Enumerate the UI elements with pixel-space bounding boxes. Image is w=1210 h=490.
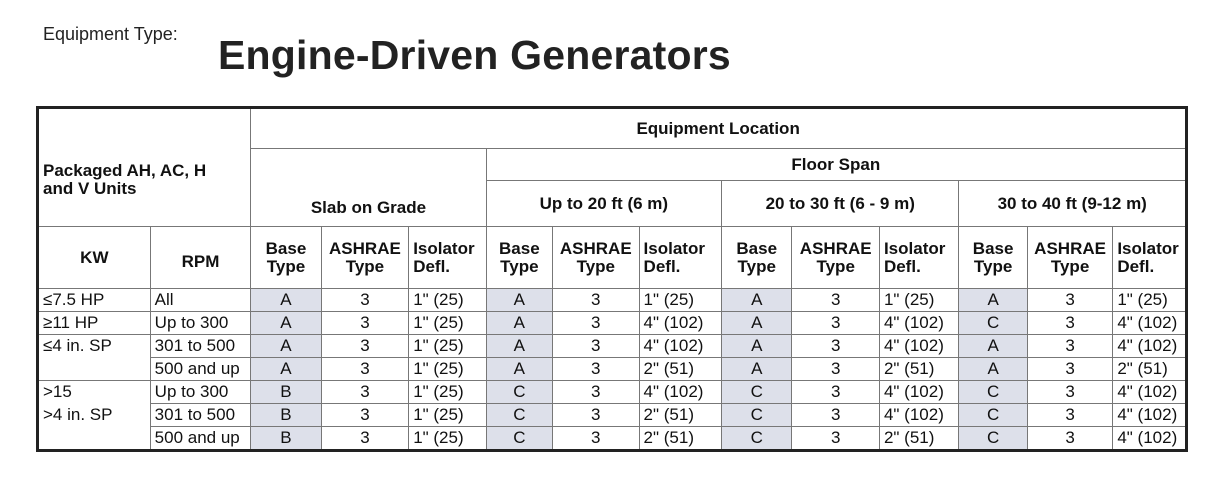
rpm-cell: 500 and up xyxy=(150,427,251,451)
base-type-cell: C xyxy=(486,381,552,404)
base-type-cell: C xyxy=(486,427,552,451)
rpm-cell: 500 and up xyxy=(150,358,251,381)
table-row xyxy=(38,427,1187,451)
unit-group-header xyxy=(38,108,251,227)
isolator-defl-cell: 1" (25) xyxy=(1113,289,1187,312)
kw-cell xyxy=(38,358,151,381)
ashrae-type-cell: 3 xyxy=(792,404,880,427)
ashrae-type-cell: 3 xyxy=(553,358,640,381)
ashrae-type-cell: 3 xyxy=(321,289,409,312)
isolator-defl-cell: 4" (102) xyxy=(639,335,721,358)
base-type-cell: C xyxy=(959,312,1027,335)
col-header-base xyxy=(722,227,792,289)
isolation-spec-table xyxy=(36,106,1188,452)
ashrae-type-cell: 3 xyxy=(553,381,640,404)
rpm-column-header: RPM xyxy=(150,227,251,289)
isolator-defl-cell: 4" (102) xyxy=(879,312,958,335)
isolator-defl-cell: 2" (51) xyxy=(639,427,721,451)
col-header-isolator-line2: Defl. xyxy=(413,256,451,276)
base-type-cell: B xyxy=(251,427,321,451)
isolator-defl-cell: 4" (102) xyxy=(1113,335,1187,358)
base-type-cell: A xyxy=(251,312,321,335)
isolator-defl-cell: 4" (102) xyxy=(879,404,958,427)
isolator-defl-cell: 4" (102) xyxy=(879,381,958,404)
isolator-defl-cell: 4" (102) xyxy=(1113,427,1187,451)
col-header-base-line1: Base xyxy=(265,238,307,258)
ashrae-type-cell: 3 xyxy=(321,381,409,404)
col-header-base xyxy=(959,227,1027,289)
isolator-defl-cell: 2" (51) xyxy=(1113,358,1187,381)
isolator-defl-cell: 1" (25) xyxy=(409,427,486,451)
table-row xyxy=(38,289,1187,312)
col-header-base-line1: Base xyxy=(499,238,540,258)
isolator-defl-cell: 1" (25) xyxy=(409,289,486,312)
base-type-cell: C xyxy=(486,404,552,427)
col-header-isolator xyxy=(1113,227,1187,289)
isolator-defl-cell: 4" (102) xyxy=(879,335,958,358)
col-header-isolator-line2: Defl. xyxy=(643,256,681,276)
col-header-isolator-line1: Isolator xyxy=(1117,238,1179,258)
col-header-base-line1: Base xyxy=(972,238,1014,258)
isolator-defl-cell: 1" (25) xyxy=(879,289,958,312)
isolator-defl-cell: 2" (51) xyxy=(879,427,958,451)
isolator-defl-cell: 1" (25) xyxy=(409,381,486,404)
kw-cell: >15 xyxy=(38,381,151,404)
kw-cell: >4 in. SP xyxy=(38,404,151,427)
ashrae-type-cell: 3 xyxy=(321,358,409,381)
col-header-ashrae-line1: ASHRAE xyxy=(799,238,872,258)
isolator-defl-cell: 4" (102) xyxy=(639,312,721,335)
ashrae-type-cell: 3 xyxy=(553,335,640,358)
kw-column-header: KW xyxy=(38,227,151,289)
ashrae-type-cell: 3 xyxy=(1027,289,1113,312)
ashrae-type-cell: 3 xyxy=(1027,404,1113,427)
isolator-defl-cell: 4" (102) xyxy=(639,381,721,404)
col-header-base-line2: Type xyxy=(266,256,306,276)
ashrae-type-cell: 3 xyxy=(1027,358,1113,381)
col-header-ashrae-line1: ASHRAE xyxy=(1034,238,1106,258)
ashrae-type-cell: 3 xyxy=(553,404,640,427)
rpm-cell: 301 to 500 xyxy=(150,335,251,358)
base-type-cell: A xyxy=(722,312,792,335)
base-type-cell: A xyxy=(959,289,1027,312)
group-30-to-40ft: 30 to 40 ft (9-12 m) xyxy=(959,181,1187,227)
col-header-ashrae xyxy=(321,227,409,289)
col-header-ashrae xyxy=(1027,227,1113,289)
kw-cell xyxy=(38,427,151,451)
ashrae-type-cell: 3 xyxy=(553,427,640,451)
ashrae-type-cell: 3 xyxy=(1027,312,1113,335)
rpm-cell: Up to 300 xyxy=(150,381,251,404)
base-type-cell: A xyxy=(722,289,792,312)
table-row xyxy=(38,335,1187,358)
ashrae-type-cell: 3 xyxy=(1027,381,1113,404)
base-type-cell: C xyxy=(722,381,792,404)
col-header-base xyxy=(251,227,321,289)
ashrae-type-cell: 3 xyxy=(321,404,409,427)
base-type-cell: A xyxy=(486,312,552,335)
equipment-type-label: Equipment Type: xyxy=(43,24,178,44)
ashrae-type-cell: 3 xyxy=(1027,335,1113,358)
base-type-cell: C xyxy=(959,404,1027,427)
col-header-ashrae-line1: ASHRAE xyxy=(559,238,632,258)
base-type-cell: A xyxy=(959,335,1027,358)
col-header-isolator-line2: Defl. xyxy=(883,256,921,276)
col-header-base xyxy=(486,227,552,289)
isolator-defl-cell: 4" (102) xyxy=(1113,404,1187,427)
isolator-defl-cell: 1" (25) xyxy=(409,358,486,381)
base-type-cell: C xyxy=(959,381,1027,404)
col-header-ashrae-line2: Type xyxy=(816,256,855,276)
base-type-cell: A xyxy=(722,358,792,381)
isolator-defl-cell: 2" (51) xyxy=(639,358,721,381)
ashrae-type-cell: 3 xyxy=(792,381,880,404)
isolator-defl-cell: 1" (25) xyxy=(409,312,486,335)
ashrae-type-cell: 3 xyxy=(321,427,409,451)
col-header-ashrae-line2: Type xyxy=(576,256,615,276)
base-type-cell: B xyxy=(251,404,321,427)
table-row xyxy=(38,312,1187,335)
unit-group-line1: Packaged AH, AC, H xyxy=(43,160,207,180)
base-type-cell: C xyxy=(722,404,792,427)
base-type-cell: A xyxy=(722,335,792,358)
rpm-cell: 301 to 500 xyxy=(150,404,251,427)
col-header-base-line2: Type xyxy=(500,256,539,276)
table-row xyxy=(38,358,1187,381)
col-header-base-line1: Base xyxy=(736,238,778,258)
base-type-cell: A xyxy=(251,289,321,312)
base-type-cell: A xyxy=(486,358,552,381)
page-title: Engine-Driven Generators xyxy=(218,32,731,78)
base-type-cell: C xyxy=(959,427,1027,451)
equipment-location-header: Equipment Location xyxy=(251,108,1187,149)
ashrae-type-cell: 3 xyxy=(792,312,880,335)
col-header-isolator-line1: Isolator xyxy=(643,238,705,258)
ashrae-type-cell: 3 xyxy=(792,358,880,381)
base-type-cell: A xyxy=(251,335,321,358)
col-header-ashrae-line1: ASHRAE xyxy=(329,238,401,258)
rpm-cell: All xyxy=(150,289,251,312)
base-type-cell: A xyxy=(486,289,552,312)
col-header-isolator xyxy=(409,227,486,289)
base-type-cell: A xyxy=(959,358,1027,381)
isolator-defl-cell: 2" (51) xyxy=(879,358,958,381)
kw-cell: ≤4 in. SP xyxy=(38,335,151,358)
col-header-isolator xyxy=(639,227,721,289)
col-header-isolator-line1: Isolator xyxy=(883,238,946,258)
base-type-cell: C xyxy=(722,427,792,451)
base-type-cell: B xyxy=(251,381,321,404)
col-header-base-line2: Type xyxy=(737,256,776,276)
isolator-defl-cell: 2" (51) xyxy=(639,404,721,427)
unit-group-line2: and V Units xyxy=(43,178,137,198)
col-header-ashrae xyxy=(553,227,640,289)
ashrae-type-cell: 3 xyxy=(553,312,640,335)
ashrae-type-cell: 3 xyxy=(792,335,880,358)
ashrae-type-cell: 3 xyxy=(792,427,880,451)
group-20-to-30ft: 20 to 30 ft (6 - 9 m) xyxy=(722,181,959,227)
group-up-to-20ft: Up to 20 ft (6 m) xyxy=(486,181,721,227)
col-header-ashrae xyxy=(792,227,880,289)
ashrae-type-cell: 3 xyxy=(1027,427,1113,451)
col-header-ashrae-line2: Type xyxy=(345,256,385,276)
kw-cell: ≤7.5 HP xyxy=(38,289,151,312)
table-row xyxy=(38,381,1187,404)
col-header-isolator xyxy=(879,227,958,289)
ashrae-type-cell: 3 xyxy=(553,289,640,312)
ashrae-type-cell: 3 xyxy=(792,289,880,312)
isolator-defl-cell: 4" (102) xyxy=(1113,381,1187,404)
ashrae-type-cell: 3 xyxy=(321,312,409,335)
kw-cell: ≥11 HP xyxy=(38,312,151,335)
floor-span-header: Floor Span xyxy=(486,149,1186,181)
slab-on-grade-header: Slab on Grade xyxy=(251,149,486,227)
base-type-cell: A xyxy=(486,335,552,358)
col-header-isolator-line1: Isolator xyxy=(413,238,475,258)
isolator-defl-cell: 1" (25) xyxy=(409,404,486,427)
table-row xyxy=(38,404,1187,427)
isolator-defl-cell: 4" (102) xyxy=(1113,312,1187,335)
col-header-base-line2: Type xyxy=(973,256,1013,276)
isolator-defl-cell: 1" (25) xyxy=(639,289,721,312)
col-header-ashrae-line2: Type xyxy=(1050,256,1090,276)
isolator-defl-cell: 1" (25) xyxy=(409,335,486,358)
base-type-cell: A xyxy=(251,358,321,381)
col-header-isolator-line2: Defl. xyxy=(1117,256,1155,276)
rpm-cell: Up to 300 xyxy=(150,312,251,335)
ashrae-type-cell: 3 xyxy=(321,335,409,358)
